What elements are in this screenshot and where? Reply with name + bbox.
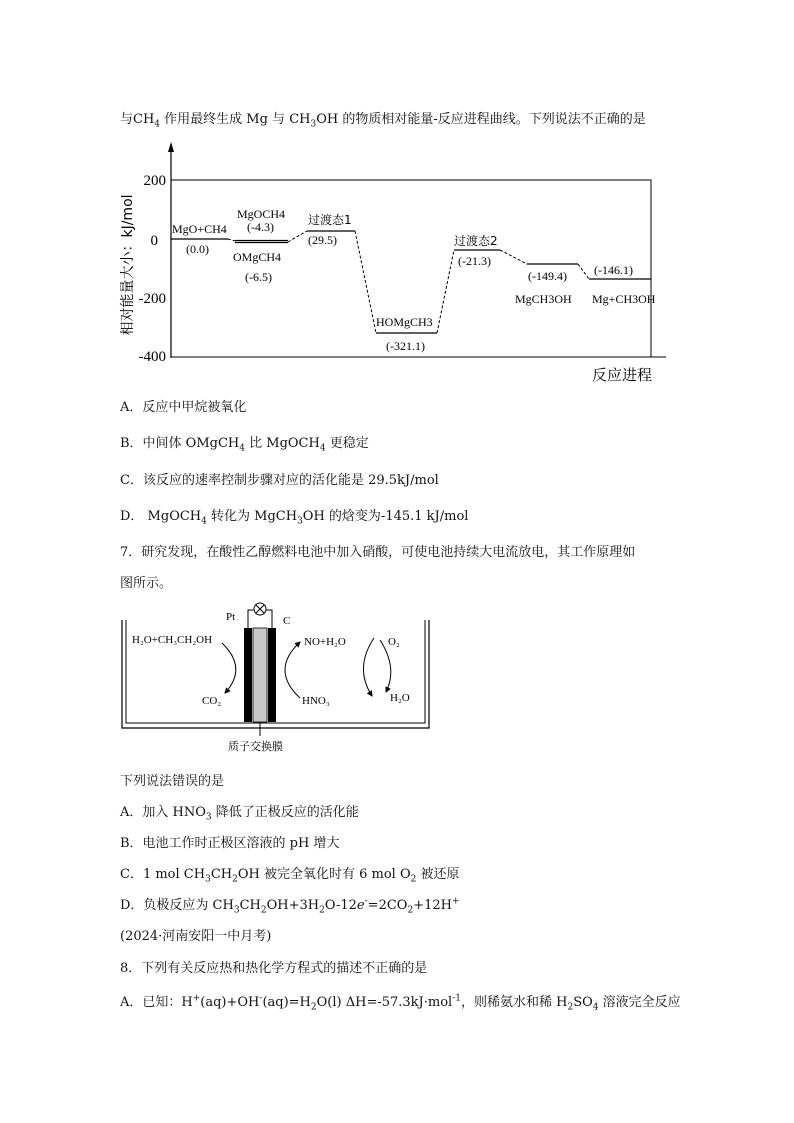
label-mgo-ch4: MgO+CH4 (172, 222, 227, 236)
value-omgch4: (-6.5) (245, 270, 272, 284)
y-axis-arrow (168, 142, 174, 152)
q6-option-c: C．该反应的速率控制步骤对应的活化能是 29.5kJ/mol (120, 473, 439, 488)
value-homgch3: (-321.1) (386, 339, 425, 353)
energy-diagram (110, 140, 680, 390)
q7-stem-line2: 图所示。 (120, 576, 173, 591)
ytick-neg400: -400 (138, 349, 166, 365)
q7-option-b: B．电池工作时正极区溶液的 pH 增大 (120, 836, 340, 851)
label-ts2: 过渡态2 (454, 234, 498, 248)
ytick-200: 200 (143, 173, 166, 189)
q7-question: 下列说法错误的是 (120, 774, 225, 789)
source-tag: (2024·河南安阳一中月考) (120, 929, 272, 944)
value-mgoch4: (-4.3) (247, 220, 274, 234)
proton-exchange-membrane (253, 628, 267, 722)
pt-label: Pt (226, 611, 236, 623)
label-mg-ch3oh: Mg+CH3OH (592, 292, 656, 306)
connector-4 (437, 250, 454, 333)
connector-3 (355, 231, 376, 333)
value-mgo-ch4: (0.0) (186, 242, 209, 256)
label-mgoch4: MgOCH4 (237, 207, 286, 221)
label-ts1: 过渡态1 (308, 213, 352, 227)
cathode-arrow-left (285, 642, 300, 698)
question-intro: 与$CH_4$ 作用最终生成 Mg 与 $CH_3OH$ 的物质相对能量-反应进程曲线。下列说法不正确的是 (120, 112, 646, 130)
fuel-cell-diagram (118, 598, 433, 758)
connector-1 (228, 239, 235, 241)
hno3-label: HNO₃ (302, 695, 330, 707)
anode-reactants: H₂O+CH₃CH₂OH (132, 634, 213, 646)
c-label: C (283, 615, 291, 627)
value-ts2: (-21.3) (458, 254, 491, 268)
q6-option-b: B．中间体 OMgCH$_4$ 比 MgOCH$_4$ 更稳定 (120, 436, 369, 454)
o2-label: O₂ (388, 636, 400, 648)
value-mg-ch3oh: (-146.1) (594, 263, 633, 277)
co2-product: CO₂ (202, 695, 222, 707)
no-h2o-label: NO+H₂O (304, 636, 346, 648)
ytick-0: 0 (150, 233, 158, 249)
q7-option-a: A．加入 $HNO_3$ 降低了正极反应的活化能 (120, 805, 359, 823)
q7-stem-line1: 7．研究发现，在酸性乙醇燃料电池中加入硝酸，可使电池持续大电流放电，其工作原理如 (120, 545, 636, 560)
c-electrode (268, 628, 276, 722)
q8-stem: 8．下列有关反应热和热化学方程式的描述不正确的是 (120, 961, 428, 976)
connector-6 (578, 264, 589, 279)
label-homgch3: HOMgCH3 (376, 315, 433, 329)
ytick-neg200: -200 (138, 291, 166, 307)
value-mgch3oh: (-149.4) (528, 269, 567, 283)
cathode-arrow-mid (363, 638, 374, 696)
label-omgch4: OMgCH4 (233, 250, 282, 264)
q7-option-d: D．负极反应为 $CH_3CH_2OH+3H_2O-12e^-=2CO_2+12H^+$ (120, 896, 460, 916)
label-mgch3oh: MgCH3OH (515, 292, 572, 306)
x-axis-label: 反应进程 (592, 366, 653, 384)
q7-option-c: C．1 mol $CH_3CH_2OH$ 被完全氧化时有 6 mol $O_2$ 被还原 (120, 867, 460, 885)
membrane-label: 质子交换膜 (228, 740, 283, 753)
pt-electrode (244, 628, 252, 722)
q8-option-a: A．已知：$H^+(aq)+OH^-(aq)=H_2O(l)$ ΔH=-57.3kJ·mol$^{-1}$，则稀氨水和稀 $H_2SO_4$ 溶液完全反应 (120, 993, 681, 1013)
connector-2 (288, 231, 307, 242)
q6-option-a: A．反应中甲烷被氧化 (120, 400, 247, 415)
value-ts1: (29.5) (308, 233, 337, 247)
h2o-product-label: H₂O (390, 692, 410, 704)
anode-arrow (222, 643, 236, 693)
y-axis-label: 相对能量大小：kJ/mol (120, 194, 136, 336)
connector-5 (500, 250, 527, 264)
q6-option-d: D． MgOCH$_4$ 转化为 MgCH$_3$OH 的焓变为-145.1 kJ/mol (120, 509, 469, 527)
